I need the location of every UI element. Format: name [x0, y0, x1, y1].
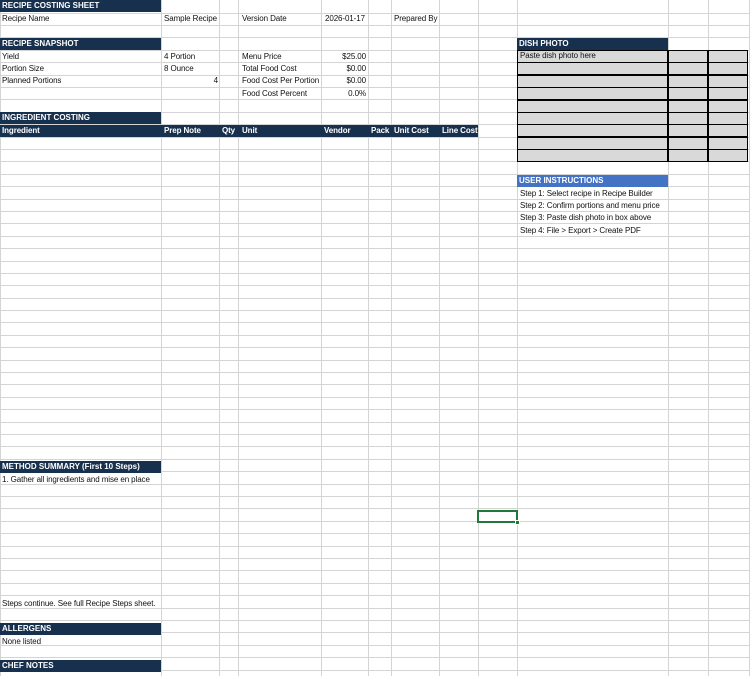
dish-photo-cell[interactable] — [668, 87, 708, 100]
dish-photo-cell[interactable] — [708, 124, 748, 137]
dish-photo-box[interactable] — [517, 50, 748, 162]
dish-photo-cell[interactable] — [517, 100, 668, 113]
dish-photo-cell[interactable] — [668, 112, 708, 125]
dish-photo-cell[interactable] — [668, 149, 708, 162]
col-header-line-cost[interactable]: Line Cost — [442, 126, 478, 135]
instruction-step-2[interactable]: Step 2: Confirm portions and menu price — [520, 201, 660, 210]
fill-handle[interactable] — [515, 520, 520, 525]
dish-photo-cell[interactable] — [708, 100, 748, 113]
dish-photo-cell[interactable] — [708, 149, 748, 162]
instruction-step-3[interactable]: Step 3: Paste dish photo in box above — [520, 213, 652, 222]
food-cost-percent-value[interactable]: 0.0% — [348, 89, 366, 98]
dish-photo-header[interactable]: DISH PHOTO — [517, 38, 668, 50]
dish-photo-cell[interactable] — [668, 50, 708, 63]
col-header-prep-note[interactable]: Prep Note — [164, 126, 201, 135]
portion-size-label[interactable]: Portion Size — [2, 64, 44, 73]
col-header-vendor[interactable]: Vendor — [324, 126, 351, 135]
food-cost-per-portion-value[interactable]: $0.00 — [346, 76, 366, 85]
dish-photo-cell[interactable] — [517, 62, 668, 75]
dish-photo-cell[interactable] — [517, 124, 668, 137]
prepared-by-label[interactable]: Prepared By — [394, 14, 438, 23]
allergens-value[interactable]: None listed — [2, 637, 41, 646]
instruction-step-4[interactable]: Step 4: File > Export > Create PDF — [520, 226, 641, 235]
col-header-ingredient[interactable]: Ingredient — [2, 126, 40, 135]
dish-photo-placeholder[interactable]: Paste dish photo here — [520, 51, 596, 60]
user-instructions-header[interactable]: USER INSTRUCTIONS — [517, 175, 668, 187]
method-step-1[interactable]: 1. Gather all ingredients and mise en place — [2, 475, 150, 484]
col-header-unit-cost[interactable]: Unit Cost — [394, 126, 429, 135]
planned-portions-value[interactable]: 4 — [213, 76, 218, 85]
dish-photo-cell[interactable] — [708, 112, 748, 125]
allergens-header[interactable]: ALLERGENS — [0, 623, 161, 635]
dish-photo-cell[interactable] — [708, 50, 748, 63]
sheet-title[interactable]: RECIPE COSTING SHEET — [0, 0, 161, 12]
food-cost-per-portion-label[interactable]: Food Cost Per Portion — [242, 76, 320, 85]
dish-photo-cell[interactable] — [708, 137, 748, 150]
yield-value[interactable]: 4 Portion — [164, 52, 196, 61]
active-cell-selection[interactable] — [477, 510, 518, 523]
dish-photo-cell[interactable] — [668, 62, 708, 75]
dish-photo-cell[interactable] — [708, 62, 748, 75]
recipe-snapshot-header[interactable]: RECIPE SNAPSHOT — [0, 38, 161, 50]
ingredient-costing-header[interactable]: INGREDIENT COSTING — [0, 112, 161, 124]
method-continue-note[interactable]: Steps continue. See full Recipe Steps sheet. — [2, 599, 156, 608]
menu-price-value[interactable]: $25.00 — [342, 52, 366, 61]
version-date-label[interactable]: Version Date — [242, 14, 287, 23]
col-header-unit[interactable]: Unit — [242, 126, 258, 135]
chef-notes-header[interactable]: CHEF NOTES — [0, 660, 161, 672]
dish-photo-cell[interactable] — [517, 137, 668, 150]
food-cost-percent-label[interactable]: Food Cost Percent — [242, 89, 307, 98]
instruction-step-1[interactable]: Step 1: Select recipe in Recipe Builder — [520, 189, 653, 198]
menu-price-label[interactable]: Menu Price — [242, 52, 282, 61]
dish-photo-cell[interactable] — [517, 87, 668, 100]
dish-photo-cell[interactable] — [668, 100, 708, 113]
dish-photo-cell[interactable] — [668, 75, 708, 88]
dish-photo-cell[interactable] — [708, 75, 748, 88]
portion-size-value[interactable]: 8 Ounce — [164, 64, 194, 73]
planned-portions-label[interactable]: Planned Portions — [2, 76, 62, 85]
dish-photo-cell[interactable] — [668, 137, 708, 150]
col-header-pack[interactable]: Pack — [371, 126, 390, 135]
dish-photo-cell[interactable] — [517, 112, 668, 125]
method-summary-header[interactable]: METHOD SUMMARY (First 10 Steps) — [0, 461, 161, 473]
recipe-name-value[interactable]: Sample Recipe — [164, 14, 217, 23]
dish-photo-cell[interactable] — [517, 149, 668, 162]
total-food-cost-value[interactable]: $0.00 — [346, 64, 366, 73]
total-food-cost-label[interactable]: Total Food Cost — [242, 64, 297, 73]
dish-photo-cell[interactable] — [708, 87, 748, 100]
dish-photo-cell[interactable] — [517, 75, 668, 88]
dish-photo-cell[interactable] — [668, 124, 708, 137]
version-date-value[interactable]: 2026-01-17 — [325, 14, 365, 23]
yield-label[interactable]: Yield — [2, 52, 19, 61]
col-header-qty[interactable]: Qty — [222, 126, 236, 135]
recipe-name-label[interactable]: Recipe Name — [2, 14, 50, 23]
